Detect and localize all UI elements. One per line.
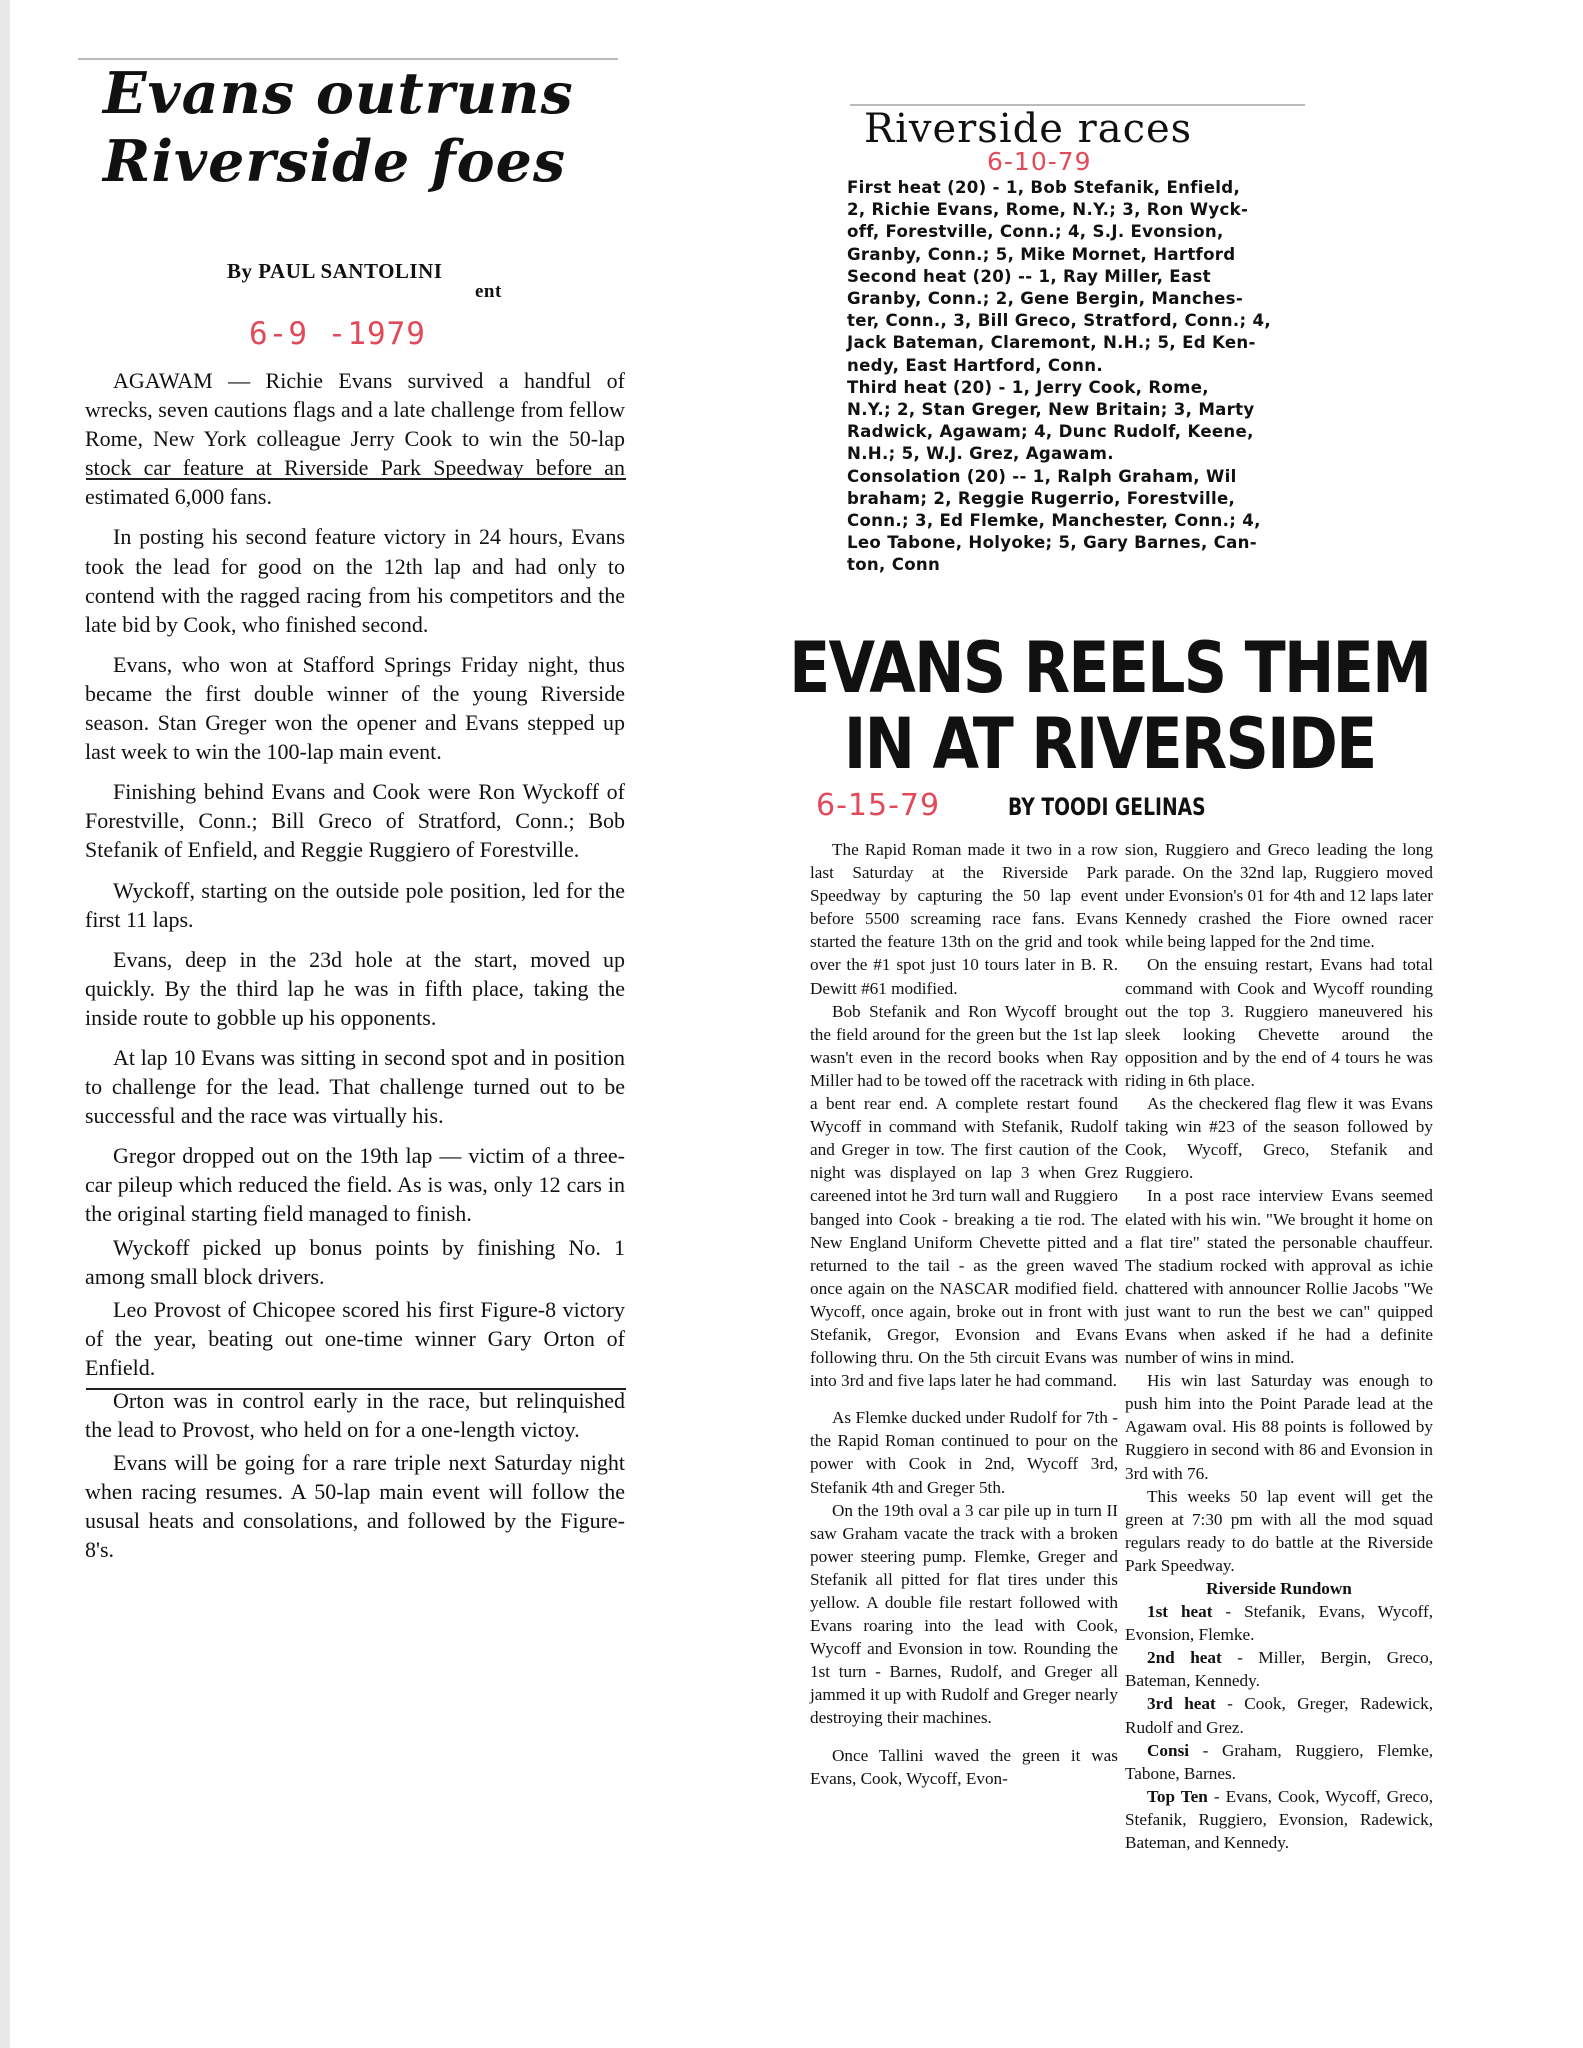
paragraph: Wyckoff, starting on the outside pole position, led for the first 11 laps.: [85, 877, 625, 932]
rundown-label: 3rd heat: [1147, 1694, 1216, 1714]
article-evans-reels: [770, 627, 1470, 1853]
byline-suffix: ent: [475, 280, 502, 302]
results-line: N.H.; 5, W.J. Grez, Agawam.: [847, 444, 1114, 464]
strike-through-mark: [86, 1388, 626, 1390]
paragraph: As the checkered flag flew it was Evans taking win #23 of the season followed by Cook, Wycoff, Greco, Stefanik and Ruggiero.: [1125, 1094, 1433, 1183]
results-line: N.Y.; 2, Stan Greger, New Britain; 3, Marty: [847, 400, 1255, 420]
paragraph: Bob Stefanik and Ron Wycoff brought the field around for the green but the 1st lap wasn't even in the record books when Ray Miller had to be towed off the racetrack with a bent rear end. A complete restart found Wycoff in command with Stefanik, Rudolf and Greger in tow. The first caution of the night was displayed on lap 3 when Grez careened intot he 3rd turn wall and Ruggiero banged into Cook - breaking a tie rod. The New England Uniform Chevette pitted and returned to the tail - as the green waved once again on the NASCAR modified field. Wycoff, once again, broke out in front with Stefanik, Gregor, Evonsion and Evans following thru. On the 5th circuit Evans was into 3rd and five laps later he had command.: [810, 1001, 1118, 1391]
paragraph: Finishing behind Evans and Cook were Ron Wyckoff of Forestville, Conn.; Bill Greco of Stratford, Conn.; Bob Stefanik of Enfield, and Reggie Ruggiero of Forestville.: [85, 779, 625, 863]
rundown-entry: [1125, 1646, 1433, 1692]
paragraph: Evans will be going for a rare triple next Saturday night when racing resumes. A 50-lap main event will follow the ususal heats and consolations, and followed by the Figure-8's.: [85, 1450, 625, 1563]
results-line: Leo Tabone, Holyoke; 5, Gary Barnes, Can-: [847, 533, 1257, 553]
results-line: Granby, Conn.; 5, Mike Mornet, Hartford: [847, 244, 1236, 264]
paragraph: This weeks 50 lap event will get the green at 7:30 pm with all the mod squad regulars ready to do battle at the Riverside Park Speedway.: [1125, 1486, 1433, 1575]
results-line: ter, Conn., 3, Bill Greco, Stratford, Conn.; 4,: [847, 311, 1271, 331]
paragraph: His win last Saturday was enough to push him into the Point Parade lead at the Agawam oval. His 88 points is followed by Ruggiero in second with 86 and Evonsion in 3rd with 76.: [1125, 1371, 1433, 1483]
strike-through-mark: [86, 478, 626, 480]
results-line: First heat (20) - 1, Bob Stefanik, Enfield,: [847, 178, 1241, 197]
rundown-text: - Cook, Greger, Radewick, Rudolf and Grez.: [1125, 1694, 1433, 1737]
rundown-label: Consi: [1147, 1740, 1190, 1760]
rundown-text: - Evans, Cook, Wycoff, Greco, Stefanik, Ruggiero, Evonsion, Radewick, Bateman, and Kennedy.: [1125, 1786, 1433, 1853]
paragraph: Leo Provost of Chicopee scored his first Figure-8 victory of the year, beating out one-time winner Gary Orton of Enfield.: [85, 1296, 625, 1380]
results-line: Conn.; 3, Ed Flemke, Manchester, Conn.; 4,: [847, 511, 1261, 531]
rundown-text: - Miller, Bergin, Greco, Bateman, Kennedy.: [1125, 1648, 1434, 1691]
headline-line-2: IN AT RIVERSIDE: [843, 703, 1376, 785]
headline-line-2: Riverside foes: [103, 128, 567, 196]
paragraph: Gregor dropped out on the 19th lap — victim of a three-car pileup which reduced the field. As is was, only 12 cars in the original starting field managed to finish.: [85, 1143, 625, 1227]
paragraph: Evans, deep in the 23d hole at the start, moved up quickly. By the third lap he was in fifth place, taking the inside route to gobble up his opponents.: [85, 946, 625, 1030]
date-stamp: 6-9 -1979: [249, 316, 426, 352]
paragraph: In posting his second feature victory in 24 hours, Evans took the lead for good on the 12th lap and had only to contend with the ragged racing from his competitors and the late bid by Cook, who finished second.: [85, 524, 625, 637]
paragraph: Wyckoff picked up bonus points by finishing No. 1 among small block drivers.: [85, 1234, 625, 1289]
rundown-text: - Graham, Ruggiero, Flemke, Tabone, Barnes.: [1125, 1740, 1433, 1783]
article-column-1: [810, 838, 1118, 1790]
results-line: Consolation (20) -- 1, Ralph Graham, Wil: [847, 466, 1237, 486]
date-stamp: 6-15-79: [816, 788, 941, 823]
paragraph: As Flemke ducked under Rudolf for 7th - the Rapid Roman continued to pour on the power with Cook in 2nd, Wycoff 3rd, Stefanik 4th and Greger 5th.: [810, 1408, 1118, 1497]
rundown-label: 1st heat: [1147, 1602, 1213, 1622]
results-line: Third heat (20) - 1, Jerry Cook, Rome,: [847, 377, 1209, 397]
paragraph: AGAWAM — Richie Evans survived a handful of wrecks, seven cautions flags and a late challenge from fellow Rome, New York colleague Jerry Cook to win the 50-lap stock car feature at Riverside Park Speedway before an estimated 6,000 fans.: [85, 368, 626, 510]
results-line: braham; 2, Reggie Rugerrio, Forestville,: [847, 488, 1236, 508]
paragraph: Once Tallini waved the green it was Evans, Cook, Wycoff, Evon-: [810, 1745, 1118, 1788]
paragraph: The Rapid Roman made it two in a row last Saturday at the Riverside Park Speedway by capturing the 50 lap event before 5500 screaming race fans. Evans started the feature 13th on the grid and took over the #1 spot just 10 tours later in B. R. Dewitt #61 modified.: [810, 840, 1118, 998]
results-line: nedy, East Hartford, Conn.: [847, 355, 1103, 375]
results-line: Second heat (20) -- 1, Ray Miller, East: [847, 266, 1211, 286]
paragraph: On the ensuing restart, Evans had total command with Cook and Wycoff rounding out the top 3. Ruggiero maneuvered his sleek looking Chevette around the opposition and by the end of 4 tours he was riding in 6th place.: [1125, 955, 1433, 1090]
results-line: off, Forestville, Conn.; 4, S.J. Evonsion,: [847, 222, 1224, 242]
results-title: Riverside races: [864, 106, 1193, 152]
rundown-label: 2nd heat: [1147, 1648, 1222, 1668]
byline: BY TOODI GELINAS: [1008, 793, 1206, 821]
rundown-text: - Stefanik, Evans, Wycoff, Evonsion, Flemke.: [1125, 1602, 1433, 1645]
results-line: Radwick, Agawam; 4, Dunc Rudolf, Keene,: [847, 422, 1254, 442]
scan-edge: [0, 0, 10, 2048]
article-evans-outruns: [85, 60, 626, 1563]
results-line: Granby, Conn.; 2, Gene Bergin, Manches-: [847, 289, 1244, 309]
headline-line-1: Evans outruns: [103, 60, 574, 127]
byline-text: By PAUL SANTOLINI: [227, 258, 443, 283]
results-line: 2, Richie Evans, Rome, N.Y.; 3, Ron Wyck-: [847, 200, 1249, 220]
paragraph: On the 19th oval a 3 car pile up in turn II saw Graham vacate the track with a broken power steering pump. Flemke, Greger and Stefanik all pitted for flat tires under this yellow. A double file restart followed with Evans roaring into the lead with Cook, Wycoff and Evonsion in tow. Rounding the 1st turn - Barnes, Rudolf, and Greger all jammed it up with Rudolf and Greger nearly destroying their machines.: [810, 1500, 1118, 1728]
rundown-label: Top Ten: [1147, 1786, 1208, 1806]
rundown-entry: [1125, 1739, 1433, 1785]
rundown-entry: [1125, 1692, 1433, 1738]
results-line: ton, Conn: [847, 555, 941, 575]
headline-line-1: EVANS REELS THEM: [789, 627, 1431, 709]
paragraph: In a post race interview Evans seemed elated with his win. "We brought it home on a flat tire" stated the personable chauffeur. The stadium rocked with approval as ichie chattered with announcer Rollie Jacobs "We just want to run the best we can" quipped Evans when asked if he had a definite number of wins in mind.: [1125, 1186, 1433, 1368]
byline-suffix-row: [475, 278, 625, 303]
results-box-riverside-races: [842, 105, 1312, 575]
paragraph: sion, Ruggiero and Greco leading the long parade. On the 32nd lap, Ruggiero moved under Evonsion's 01 for 4th and 12 laps later Kennedy crashed the Fiore owned racer while being lapped for the 2nd time.: [1125, 840, 1433, 952]
rundown-entry: [1125, 1785, 1433, 1854]
article-column-2: [1125, 838, 1433, 1854]
paragraph: Orton was in control early in the race, but relinquished the lead to Provost, who held on for a one-length victoy.: [85, 1388, 625, 1443]
results-lines: [847, 177, 1317, 577]
rundown-title: Riverside Rundown: [1206, 1579, 1352, 1598]
paragraph: Evans, who won at Stafford Springs Friday night, thus became the first double winner of the young Riverside season. Stan Greger won the opener and Evans stepped up last week to win the 100-lap main event.: [85, 651, 625, 765]
results-line: Jack Bateman, Claremont, N.H.; 5, Ed Ken-: [847, 333, 1256, 353]
rundown-entry: [1125, 1600, 1433, 1646]
date-stamp: 6-10-79: [987, 147, 1092, 176]
paragraph: At lap 10 Evans was sitting in second spot and in position to challenge for the lead. That challenge turned out to be successful and the race was virtually his.: [85, 1044, 625, 1129]
